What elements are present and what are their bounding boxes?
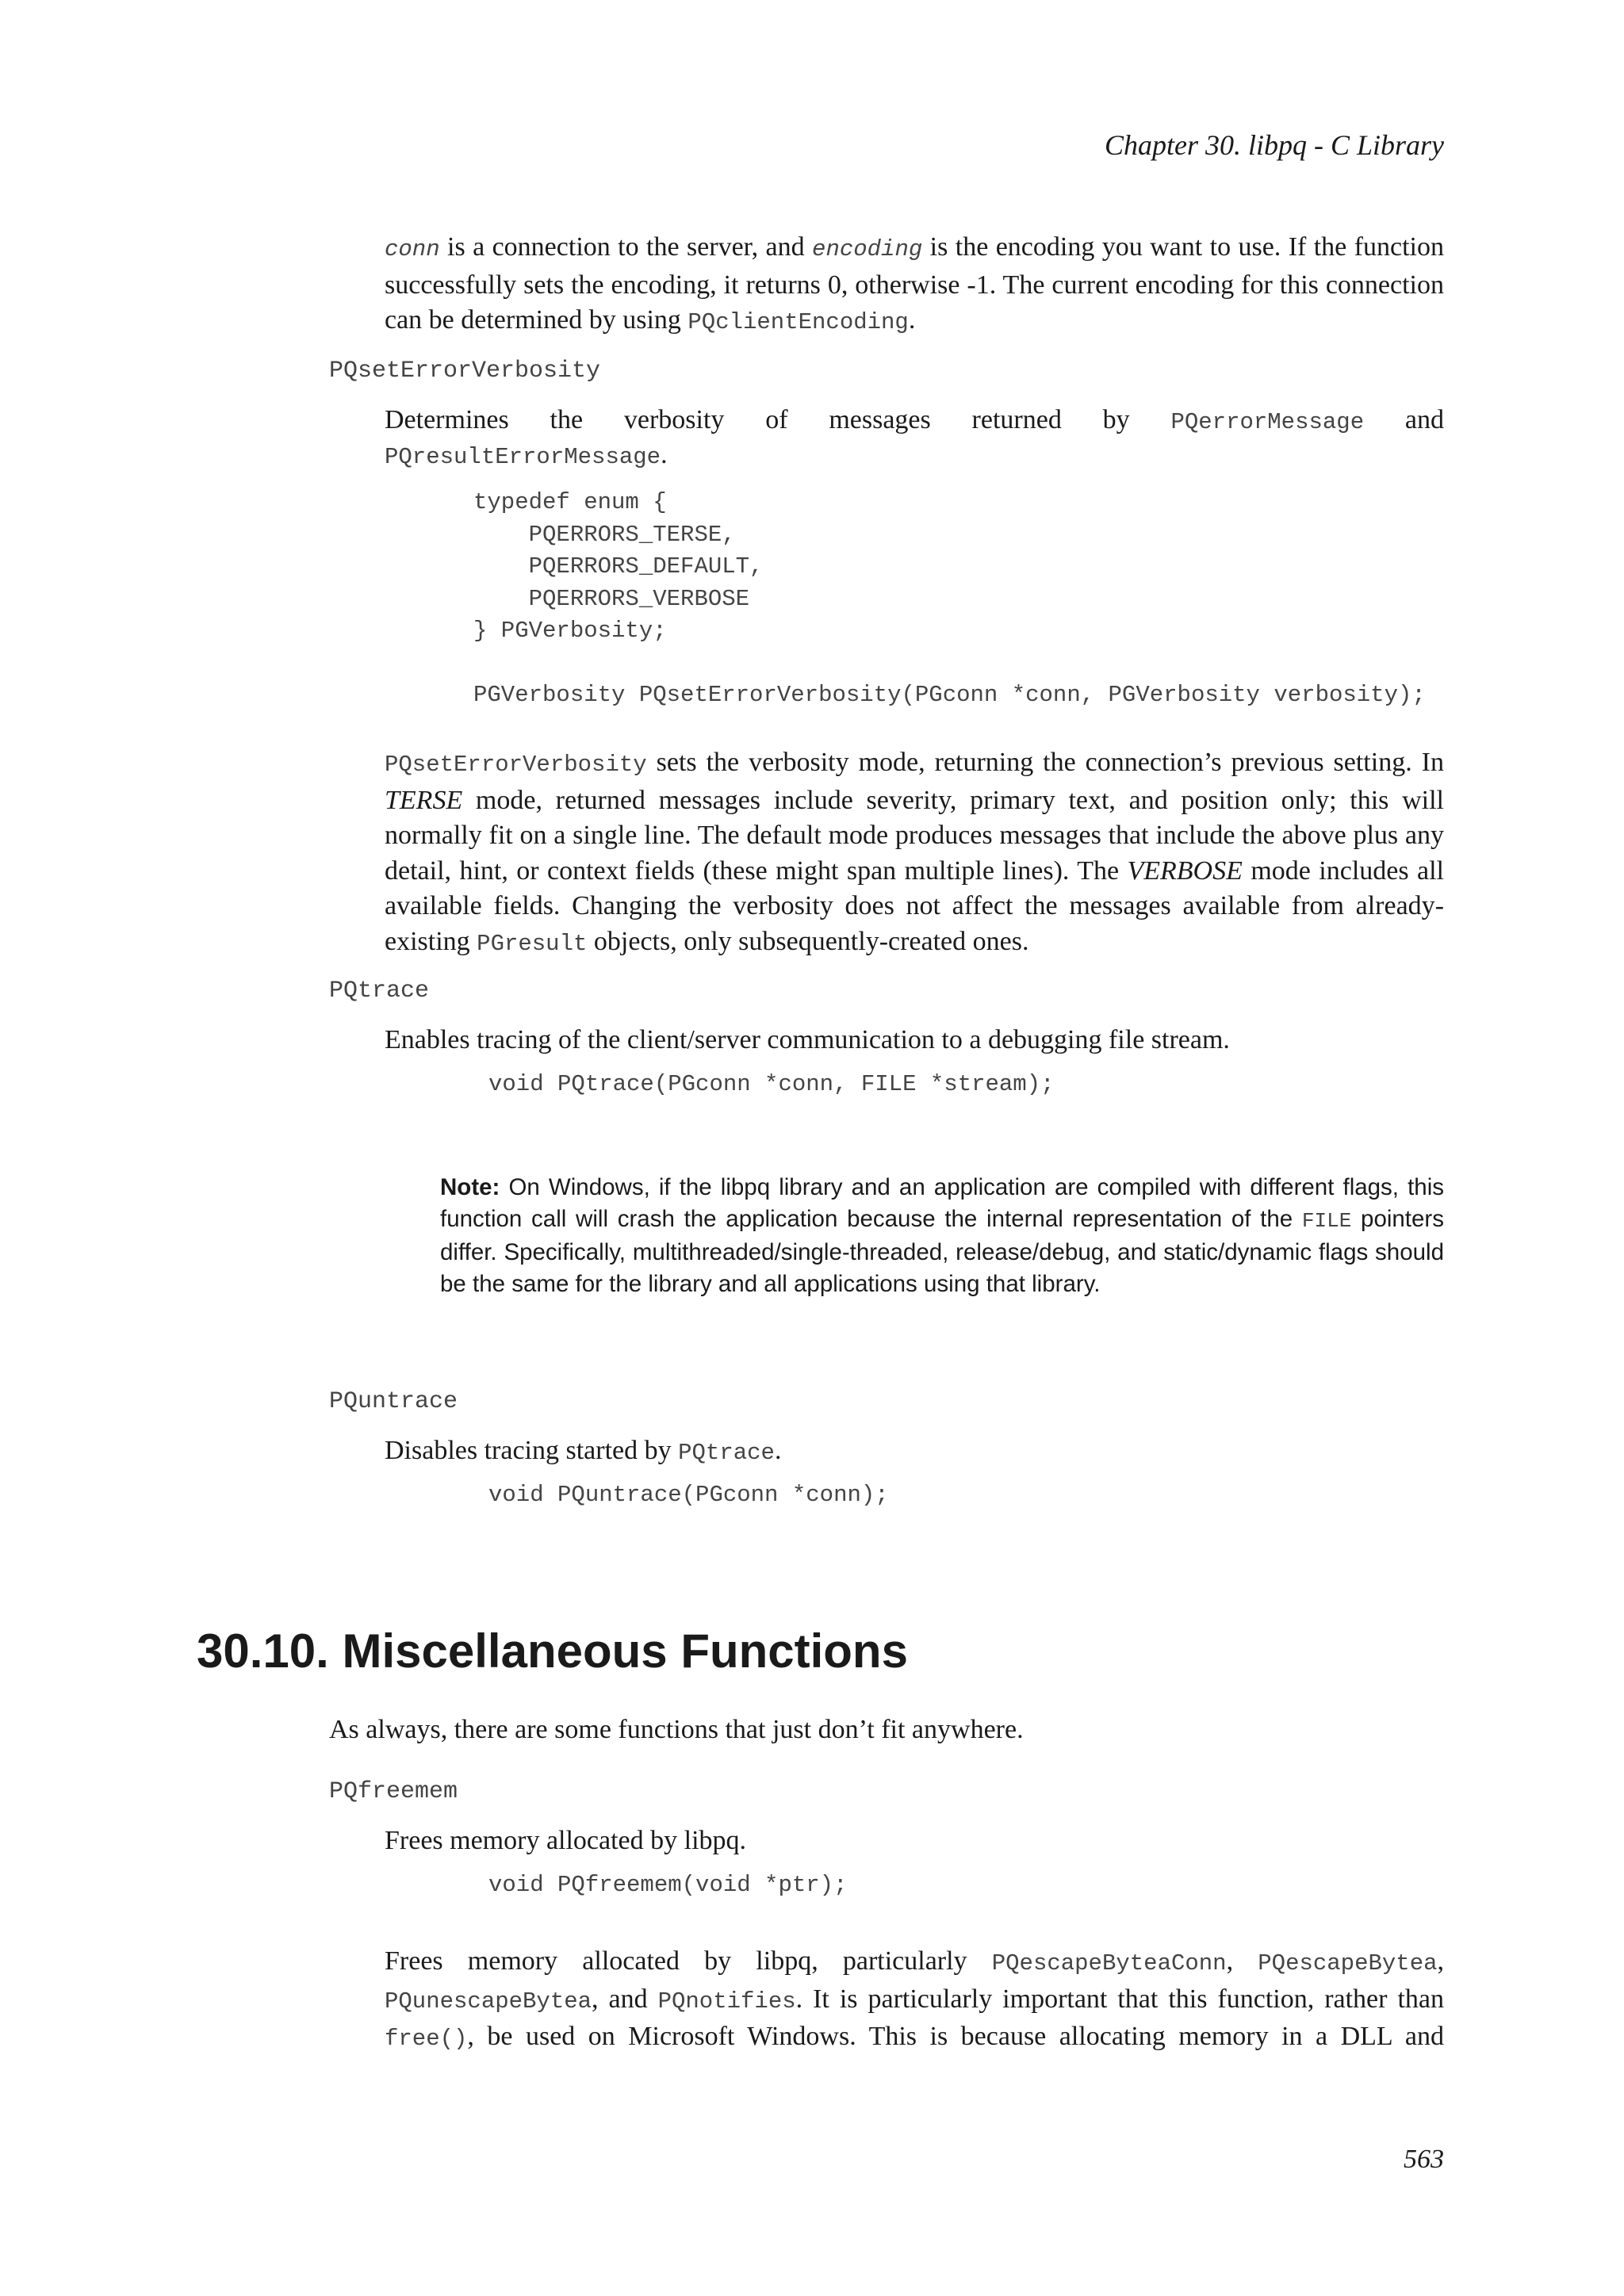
pqtrace-description: Enables tracing of the client/server communication to a debugging file stream. (385, 1025, 1230, 1054)
text: , (1437, 1946, 1445, 1976)
inline-code: PQtrace (678, 1440, 775, 1466)
inline-param-conn: conn (385, 236, 440, 262)
pqseterrorverbosity-description-cont (385, 438, 1444, 476)
inline-code: free() (385, 2026, 468, 2052)
emphasis: TERSE (385, 785, 463, 815)
text: sets the verbosity mode, returning the connection’s previous setting. In (646, 748, 1444, 777)
term-pqfreemem: PQfreemem (329, 1778, 458, 1805)
inline-code: PQescapeByteaConn (991, 1950, 1227, 1976)
inline-code: PQsetErrorVerbosity (385, 752, 647, 778)
text: , (1226, 1946, 1258, 1976)
section-heading: 30.10. Miscellaneous Functions (197, 1624, 908, 1678)
section-intro: As always, there are some functions that just don’t fit anywhere. (329, 1715, 1024, 1744)
term-pqtrace: PQtrace (329, 978, 430, 1004)
code-block-pqfreemem: void PQfreemem(void *ptr); (488, 1872, 848, 1898)
page-number: 563 (1404, 2145, 1444, 2174)
pquntrace-description (385, 1433, 1444, 1471)
inline-code: PQnotifies (657, 1988, 796, 2015)
note-label: Note: (440, 1174, 500, 1200)
text: is the encoding you want to use. If the function successfully sets the encoding, it returns 0, otherwise -1. The current encoding for this connection can be determined by using (385, 232, 1444, 335)
text: , be used on Microsoft Windows. This is because allocating memory in a DLL and (467, 2022, 1444, 2051)
text: . (661, 440, 668, 469)
text: . (774, 1436, 782, 1465)
inline-code: PQerrorMessage (1170, 409, 1365, 435)
inline-param-encoding: encoding (812, 236, 923, 262)
running-head: Chapter 30. libpq - C Library (1104, 129, 1444, 161)
text: , and (592, 1984, 658, 2014)
text: Disables tracing started by (385, 1436, 679, 1465)
text: On Windows, if the libpq library and an application are compiled with different flags, this function call will crash the application because the internal representation of the (440, 1174, 1444, 1232)
pqseterrorverbosity-paragraph (385, 745, 1444, 962)
inline-code: PQclientEncoding (688, 309, 909, 335)
text: mode, returned messages include severity, primary text, and position only; this will normally fit on a single line. The default mode produces messages that include the above plus any detail, hint, or context fields (these might span multiple lines). The (385, 785, 1444, 886)
pqfreemem-paragraph (385, 1944, 1444, 2057)
code-block-pquntrace: void PQuntrace(PGconn *conn); (488, 1482, 889, 1508)
inline-code: PQresultErrorMessage (385, 444, 661, 470)
note-block (440, 1172, 1444, 1300)
text: is a connection to the server, and (439, 232, 813, 262)
inline-code: FILE (1301, 1209, 1352, 1233)
inline-code: PGresult (477, 930, 588, 957)
pqfreemem-description: Frees memory allocated by libpq. (385, 1826, 747, 1855)
text: . It is particularly important that this function, rather than (795, 1984, 1444, 2014)
pqseterrorverbosity-description (385, 403, 1444, 441)
text: and (1364, 405, 1444, 434)
code-block-pqtrace: void PQtrace(PGconn *conn, FILE *stream); (488, 1071, 1055, 1097)
text: pointers differ. Specifically, multithreaded/single-threaded, release/debug, and static/dynamic flags should be the same for the library and all applications using that library. (440, 1206, 1444, 1297)
term-pqseterrorverbosity: PQsetErrorVerbosity (329, 358, 601, 385)
text: mode includes all available fields. Changing the verbosity does not affect the messages available from already-existing (385, 855, 1444, 956)
code-block-verbosity: typedef enum { PQERRORS_TERSE, PQERRORS_DEFAULT, PQERRORS_VERBOSE } PGVerbosity; PGVerbosity PQsetErrorVerbosity(PGconn *conn, PGVerbosity verbosity); (473, 489, 1426, 708)
text: Determines the verbosity of messages returned by (385, 405, 1171, 434)
encoding-paragraph (385, 230, 1444, 341)
inline-code: PQescapeBytea (1258, 1950, 1438, 1976)
inline-code: PQunescapeBytea (385, 1988, 592, 2015)
term-pquntrace: PQuntrace (329, 1388, 458, 1415)
text: . (908, 305, 916, 335)
text: objects, only subsequently-created ones. (587, 926, 1029, 956)
text: Frees memory allocated by libpq, particularly (385, 1946, 992, 1976)
emphasis: VERBOSE (1127, 855, 1243, 886)
